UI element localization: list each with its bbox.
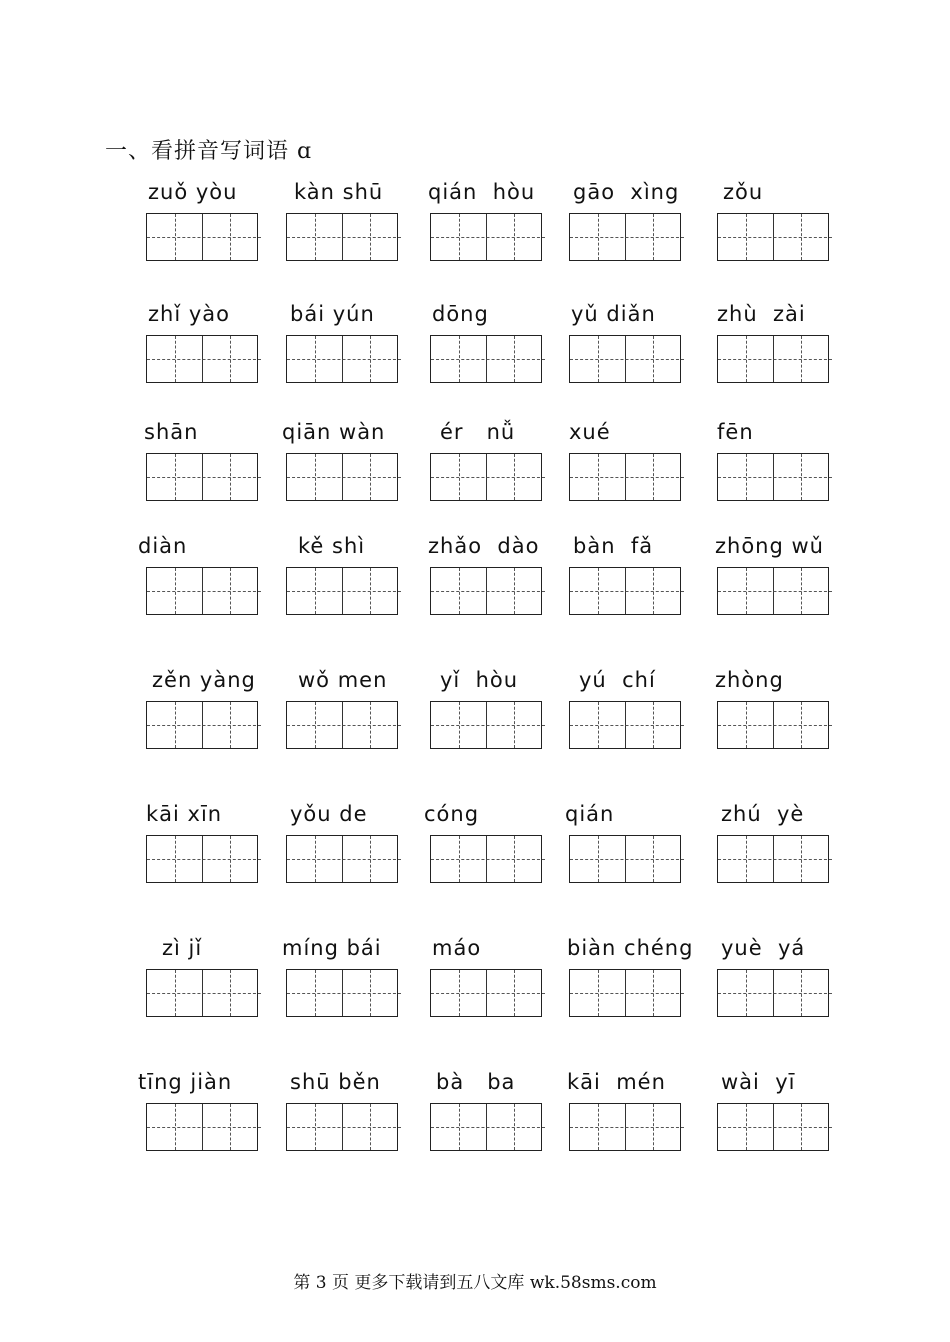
word-cell	[713, 1070, 831, 1170]
grid-midline	[431, 237, 545, 238]
writing-grid[interactable]	[146, 1103, 258, 1151]
word-cell	[282, 802, 400, 902]
pinyin-label: zuǒ yòu	[148, 180, 238, 204]
pinyin-label: zì jǐ	[162, 936, 203, 960]
page-footer: 第 3 页 更多下载请到五八文库 wk.58sms.com	[293, 1273, 657, 1293]
writing-grid[interactable]	[146, 213, 258, 261]
pinyin-label: zhòng	[715, 668, 784, 692]
writing-grid[interactable]	[430, 453, 542, 501]
grid-midline	[718, 359, 832, 360]
writing-grid[interactable]	[717, 335, 829, 383]
word-cell	[713, 420, 831, 520]
writing-grid[interactable]	[286, 213, 398, 261]
writing-grid[interactable]	[717, 213, 829, 261]
grid-midline	[570, 237, 684, 238]
writing-grid[interactable]	[430, 1103, 542, 1151]
pinyin-label: zhōng wǔ	[715, 534, 824, 558]
writing-grid[interactable]	[146, 567, 258, 615]
pinyin-label: kāi mén	[567, 1070, 666, 1094]
writing-grid[interactable]	[430, 335, 542, 383]
writing-grid[interactable]	[286, 453, 398, 501]
pinyin-label: qián	[565, 802, 615, 826]
word-cell	[282, 668, 400, 768]
grid-midline	[147, 591, 261, 592]
grid-midline	[147, 477, 261, 478]
grid-midline	[570, 1127, 684, 1128]
grid-midline	[431, 477, 545, 478]
writing-grid[interactable]	[146, 835, 258, 883]
pinyin-label: míng bái	[282, 936, 382, 960]
word-cell	[426, 936, 544, 1036]
grid-midline	[570, 993, 684, 994]
word-cell	[142, 302, 260, 402]
grid-midline	[147, 1127, 261, 1128]
grid-midline	[287, 725, 401, 726]
writing-grid[interactable]	[286, 969, 398, 1017]
word-cell	[565, 802, 683, 902]
grid-midline	[431, 725, 545, 726]
pinyin-label: dōng	[432, 302, 489, 326]
pinyin-label: zěn yàng	[152, 668, 256, 692]
writing-grid[interactable]	[146, 453, 258, 501]
word-cell	[142, 802, 260, 902]
pinyin-label: shū běn	[290, 1070, 381, 1094]
grid-midline	[570, 359, 684, 360]
writing-grid[interactable]	[569, 1103, 681, 1151]
word-cell	[142, 420, 260, 520]
grid-midline	[718, 1127, 832, 1128]
pinyin-label: yuè yá	[721, 936, 806, 960]
grid-midline	[287, 1127, 401, 1128]
word-cell	[282, 302, 400, 402]
pinyin-label: yǔ diǎn	[571, 302, 656, 326]
grid-midline	[718, 477, 832, 478]
word-cell	[138, 534, 260, 634]
pinyin-label: biàn chéng	[567, 936, 694, 960]
pinyin-label: fēn	[717, 420, 754, 444]
writing-grid[interactable]	[717, 835, 829, 883]
word-cell	[713, 668, 831, 768]
writing-grid[interactable]	[717, 567, 829, 615]
pinyin-label: zǒu	[723, 180, 764, 204]
writing-grid[interactable]	[146, 701, 258, 749]
pinyin-label: qiān wàn	[282, 420, 386, 444]
word-cell	[282, 420, 400, 520]
grid-midline	[431, 359, 545, 360]
writing-grid[interactable]	[430, 567, 542, 615]
word-cell	[142, 180, 260, 280]
word-cell	[282, 936, 400, 1036]
grid-midline	[147, 359, 261, 360]
word-cell	[426, 420, 544, 520]
writing-grid[interactable]	[286, 335, 398, 383]
pinyin-label: zhù zài	[717, 302, 806, 326]
pinyin-label: xué	[569, 420, 611, 444]
word-cell	[713, 936, 831, 1036]
writing-grid[interactable]	[286, 835, 398, 883]
pinyin-label: zhǐ yào	[148, 302, 230, 326]
pinyin-label: ér nǚ	[440, 420, 516, 444]
writing-grid[interactable]	[146, 969, 258, 1017]
grid-midline	[570, 859, 684, 860]
grid-midline	[147, 993, 261, 994]
word-cell	[565, 302, 683, 402]
writing-grid[interactable]	[717, 1103, 829, 1151]
grid-midline	[718, 993, 832, 994]
pinyin-label: yǒu de	[290, 802, 368, 826]
grid-midline	[431, 859, 545, 860]
pinyin-label: zhú yè	[721, 802, 805, 826]
word-cell	[565, 534, 683, 634]
pinyin-label: tīng jiàn	[138, 1070, 233, 1094]
word-cell	[565, 936, 694, 1036]
word-cell	[282, 1070, 400, 1170]
writing-grid[interactable]	[286, 567, 398, 615]
section-heading: 一、看拼音写词语 ɑ	[105, 139, 313, 164]
word-cell	[565, 180, 683, 280]
word-cell	[713, 802, 831, 902]
grid-midline	[287, 993, 401, 994]
word-cell	[713, 302, 831, 402]
word-cell	[426, 180, 544, 280]
grid-midline	[287, 591, 401, 592]
word-cell	[713, 534, 831, 634]
pinyin-label: wǒ men	[298, 668, 388, 692]
pinyin-label: máo	[432, 936, 482, 960]
word-cell	[565, 420, 683, 520]
writing-grid[interactable]	[569, 969, 681, 1017]
grid-midline	[287, 477, 401, 478]
grid-midline	[147, 725, 261, 726]
word-cell	[426, 534, 544, 634]
grid-midline	[287, 359, 401, 360]
writing-grid[interactable]	[430, 701, 542, 749]
grid-midline	[431, 1127, 545, 1128]
grid-midline	[570, 477, 684, 478]
pinyin-label: zhǎo dào	[428, 534, 540, 558]
word-cell	[142, 668, 260, 768]
word-cell	[426, 668, 544, 768]
word-cell	[426, 302, 544, 402]
pinyin-label: yǐ hòu	[440, 668, 519, 692]
word-cell	[713, 180, 831, 280]
grid-midline	[287, 859, 401, 860]
grid-midline	[718, 591, 832, 592]
word-cell	[426, 1070, 544, 1170]
pinyin-label: shān	[144, 420, 199, 444]
writing-grid[interactable]	[286, 1103, 398, 1151]
writing-grid[interactable]	[569, 701, 681, 749]
pinyin-label: yú chí	[579, 668, 656, 692]
word-cell	[565, 1070, 683, 1170]
grid-midline	[718, 237, 832, 238]
word-cell	[565, 668, 683, 768]
grid-midline	[570, 591, 684, 592]
pinyin-label: wài yī	[721, 1070, 796, 1094]
writing-grid[interactable]	[717, 701, 829, 749]
grid-midline	[147, 237, 261, 238]
pinyin-label: kě shì	[298, 534, 366, 558]
word-cell	[426, 802, 544, 902]
writing-grid[interactable]	[569, 335, 681, 383]
pinyin-label: bàn fǎ	[573, 534, 654, 558]
pinyin-label: bà ba	[436, 1070, 516, 1094]
pinyin-label: kāi xīn	[146, 802, 223, 826]
writing-grid[interactable]	[569, 567, 681, 615]
grid-midline	[431, 993, 545, 994]
grid-midline	[431, 591, 545, 592]
grid-midline	[570, 725, 684, 726]
writing-grid[interactable]	[569, 835, 681, 883]
word-cell	[282, 180, 400, 280]
word-cell	[282, 534, 400, 634]
grid-midline	[718, 859, 832, 860]
pinyin-label: kàn shū	[294, 180, 384, 204]
writing-grid[interactable]	[146, 335, 258, 383]
writing-grid[interactable]	[430, 969, 542, 1017]
writing-grid[interactable]	[286, 701, 398, 749]
word-cell	[142, 936, 260, 1036]
pinyin-label: cóng	[424, 802, 480, 826]
writing-grid[interactable]	[430, 213, 542, 261]
grid-midline	[147, 859, 261, 860]
pinyin-label: bái yún	[290, 302, 375, 326]
pinyin-label: gāo xìng	[573, 180, 680, 204]
pinyin-label: qián hòu	[428, 180, 536, 204]
writing-grid[interactable]	[430, 835, 542, 883]
grid-midline	[718, 725, 832, 726]
writing-grid[interactable]	[717, 453, 829, 501]
writing-grid[interactable]	[717, 969, 829, 1017]
writing-grid[interactable]	[569, 453, 681, 501]
writing-grid[interactable]	[569, 213, 681, 261]
pinyin-label: diàn	[138, 534, 188, 558]
word-cell	[138, 1070, 260, 1170]
grid-midline	[287, 237, 401, 238]
